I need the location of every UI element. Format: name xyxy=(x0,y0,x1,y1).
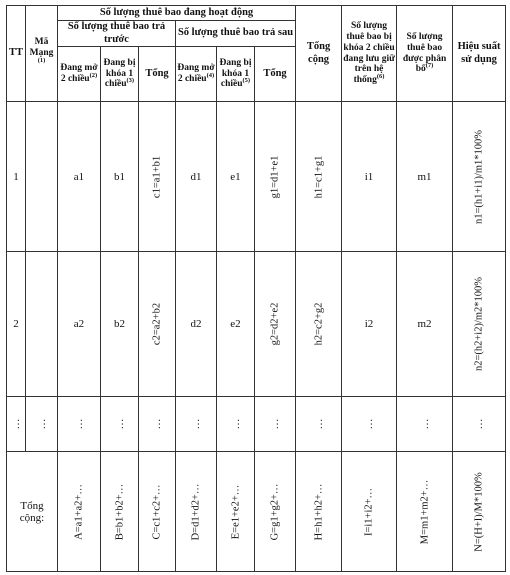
header-prepaid-locked-1-way: Đang bị khóa 1 chiều$^{(3)}$ xyxy=(101,47,139,102)
header-postpaid: Số lượng thuê bao trả sau xyxy=(176,21,296,47)
cell-n: n1=(h1+i1)/m1*100% xyxy=(453,102,506,252)
cell-h: h1=c1+g1 xyxy=(296,102,342,252)
cell-g: g2=d2+e2 xyxy=(255,252,296,397)
header-locked-2-way: Số lượng thuê bao bị khóa 2 chiều đang lưu giữ trên hệ thống$^{(6)}$ xyxy=(342,6,397,102)
cell-a: … xyxy=(58,397,101,452)
cell-c: c2=a2+b2 xyxy=(139,252,176,397)
cell-ma xyxy=(26,102,58,252)
cell-c: … xyxy=(139,397,176,452)
cell-g: g1=d1+e1 xyxy=(255,102,296,252)
total-n: N=(H+I)/M*100% xyxy=(453,452,506,572)
header-postpaid-open-2-way: Đang mở 2 chiều$^{(4)}$ xyxy=(176,47,217,102)
header-ma-mang: Mã Mạng $^{(1)}$ xyxy=(26,6,58,102)
total-h: H=h1+h2+… xyxy=(296,452,342,572)
total-b: B=b1+b2+… xyxy=(101,452,139,572)
cell-ma: … xyxy=(26,397,58,452)
cell-e: … xyxy=(217,397,255,452)
cell-d: d1 xyxy=(176,102,217,252)
cell-e: e1 xyxy=(217,102,255,252)
cell-m: m2 xyxy=(397,252,453,397)
total-row xyxy=(7,452,506,572)
cell-d: d2 xyxy=(176,252,217,397)
cell-tt: … xyxy=(7,397,26,452)
cell-i: i2 xyxy=(342,252,397,397)
total-d: D=d1+d2+… xyxy=(176,452,217,572)
total-e: E=e1+e2+… xyxy=(217,452,255,572)
subscriber-usage-table xyxy=(6,5,506,572)
cell-ma xyxy=(26,252,58,397)
cell-b: b1 xyxy=(101,102,139,252)
cell-m: m1 xyxy=(397,102,453,252)
cell-h: … xyxy=(296,397,342,452)
total-a: A=a1+a2+… xyxy=(58,452,101,572)
cell-d: … xyxy=(176,397,217,452)
total-i: I=i1+i2+… xyxy=(342,452,397,572)
header-prepaid-total: Tổng xyxy=(139,47,176,102)
cell-i: i1 xyxy=(342,102,397,252)
cell-h: h2=c2+g2 xyxy=(296,252,342,397)
cell-c: c1=a1+b1 xyxy=(139,102,176,252)
cell-e: e2 xyxy=(217,252,255,397)
cell-g: … xyxy=(255,397,296,452)
header-prepaid-open-2-way: Đang mở 2 chiều$^{(2)}$ xyxy=(58,47,101,102)
cell-tt: 2 xyxy=(7,252,26,397)
header-active-subscribers: Số lượng thuê bao đang hoạt động xyxy=(58,6,296,21)
total-m: M=m1+m2+… xyxy=(397,452,453,572)
header-grand-total: Tổng cộng xyxy=(296,6,342,102)
header-postpaid-locked-1-way: Đang bị khóa 1 chiều$^{(5)}$ xyxy=(217,47,255,102)
cell-i: … xyxy=(342,397,397,452)
total-g: G=g1+g2+… xyxy=(255,452,296,572)
table-row xyxy=(7,102,506,252)
cell-a: a2 xyxy=(58,252,101,397)
header-tt: TT xyxy=(7,6,26,102)
header-prepaid: Số lượng thuê bao trả trước xyxy=(58,21,176,47)
cell-b: … xyxy=(101,397,139,452)
cell-n: n2=(h2+i2)/m2*100% xyxy=(453,252,506,397)
table-row xyxy=(7,252,506,397)
cell-m: … xyxy=(397,397,453,452)
cell-b: b2 xyxy=(101,252,139,397)
header-postpaid-total: Tổng xyxy=(255,47,296,102)
table-row xyxy=(7,397,506,452)
header-allocated: Số lượng thuê bao được phân bổ$^{(7)}$ xyxy=(397,6,453,102)
cell-n: … xyxy=(453,397,506,452)
header-efficiency: Hiệu suất sử dụng xyxy=(453,6,506,102)
cell-a: a1 xyxy=(58,102,101,252)
total-label: Tổng cộng: xyxy=(7,452,58,572)
total-c: C=c1+c2+… xyxy=(139,452,176,572)
cell-tt: 1 xyxy=(7,102,26,252)
